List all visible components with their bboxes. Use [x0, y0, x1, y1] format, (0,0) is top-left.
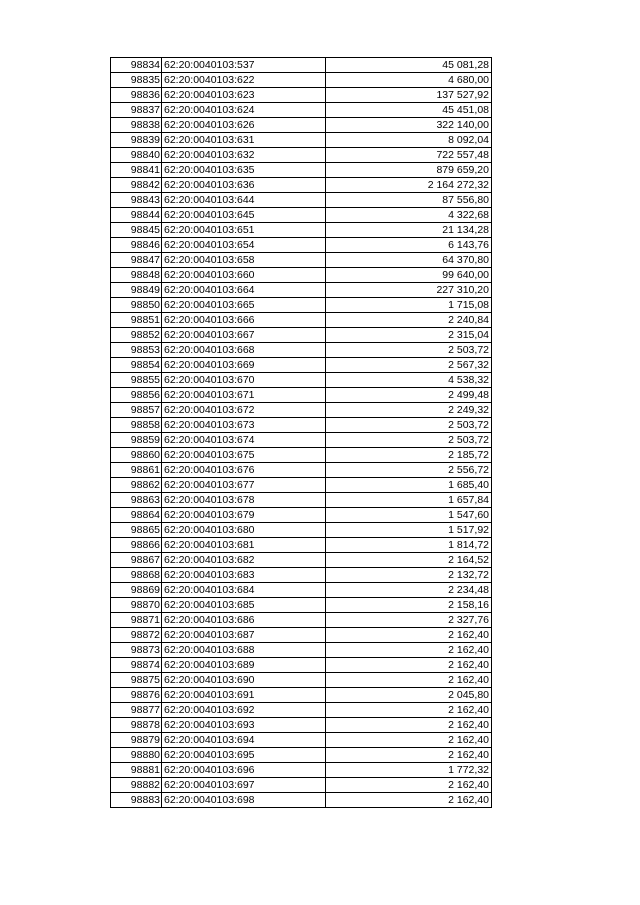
row-number-cell: 98866 [111, 538, 162, 553]
value-cell: 2 162,40 [326, 718, 492, 733]
cadastral-number-cell: 62:20:0040103:537 [162, 58, 326, 73]
row-number-cell: 98882 [111, 778, 162, 793]
table-row [111, 388, 492, 403]
value-cell: 2 503,72 [326, 418, 492, 433]
cadastral-number-cell: 62:20:0040103:636 [162, 178, 326, 193]
cadastral-number-cell: 62:20:0040103:644 [162, 193, 326, 208]
value-cell: 1 517,92 [326, 523, 492, 538]
value-cell: 8 092,04 [326, 133, 492, 148]
table-row [111, 583, 492, 598]
table-row [111, 148, 492, 163]
value-cell: 2 240,84 [326, 313, 492, 328]
table-row [111, 643, 492, 658]
cadastral-number-cell: 62:20:0040103:623 [162, 88, 326, 103]
row-number-cell: 98835 [111, 73, 162, 88]
value-cell: 2 132,72 [326, 568, 492, 583]
value-cell: 2 315,04 [326, 328, 492, 343]
table-row [111, 628, 492, 643]
value-cell: 2 567,32 [326, 358, 492, 373]
cadastral-number-cell: 62:20:0040103:667 [162, 328, 326, 343]
value-cell: 2 162,40 [326, 793, 492, 808]
value-cell: 2 162,40 [326, 643, 492, 658]
value-cell: 2 249,32 [326, 403, 492, 418]
cadastral-number-cell: 62:20:0040103:687 [162, 628, 326, 643]
value-cell: 1 715,08 [326, 298, 492, 313]
row-number-cell: 98875 [111, 673, 162, 688]
row-number-cell: 98851 [111, 313, 162, 328]
row-number-cell: 98849 [111, 283, 162, 298]
value-cell: 4 538,32 [326, 373, 492, 388]
value-cell: 2 158,16 [326, 598, 492, 613]
value-cell: 2 503,72 [326, 433, 492, 448]
cadastral-number-cell: 62:20:0040103:669 [162, 358, 326, 373]
cadastral-number-cell: 62:20:0040103:674 [162, 433, 326, 448]
table-row [111, 478, 492, 493]
cadastral-number-cell: 62:20:0040103:694 [162, 733, 326, 748]
row-number-cell: 98880 [111, 748, 162, 763]
row-number-cell: 98859 [111, 433, 162, 448]
cadastral-number-cell: 62:20:0040103:632 [162, 148, 326, 163]
table-row [111, 238, 492, 253]
row-number-cell: 98840 [111, 148, 162, 163]
table-row [111, 433, 492, 448]
table-row [111, 58, 492, 73]
value-cell: 1 772,32 [326, 763, 492, 778]
cadastral-number-cell: 62:20:0040103:696 [162, 763, 326, 778]
row-number-cell: 98879 [111, 733, 162, 748]
value-cell: 879 659,20 [326, 163, 492, 178]
table-row [111, 463, 492, 478]
row-number-cell: 98867 [111, 553, 162, 568]
table-row [111, 118, 492, 133]
table-row [111, 223, 492, 238]
cadastral-number-cell: 62:20:0040103:691 [162, 688, 326, 703]
value-cell: 2 185,72 [326, 448, 492, 463]
table-row [111, 493, 492, 508]
cadastral-number-cell: 62:20:0040103:665 [162, 298, 326, 313]
row-number-cell: 98856 [111, 388, 162, 403]
cadastral-number-cell: 62:20:0040103:677 [162, 478, 326, 493]
table-row [111, 298, 492, 313]
row-number-cell: 98873 [111, 643, 162, 658]
value-cell: 2 499,48 [326, 388, 492, 403]
cadastral-value-table [110, 57, 492, 808]
row-number-cell: 98878 [111, 718, 162, 733]
value-cell: 87 556,80 [326, 193, 492, 208]
table-row [111, 688, 492, 703]
cadastral-number-cell: 62:20:0040103:680 [162, 523, 326, 538]
cadastral-number-cell: 62:20:0040103:672 [162, 403, 326, 418]
value-cell: 2 045,80 [326, 688, 492, 703]
cadastral-number-cell: 62:20:0040103:685 [162, 598, 326, 613]
cadastral-number-cell: 62:20:0040103:673 [162, 418, 326, 433]
table-row [111, 283, 492, 298]
table-row [111, 568, 492, 583]
row-number-cell: 98864 [111, 508, 162, 523]
value-cell: 2 162,40 [326, 658, 492, 673]
row-number-cell: 98850 [111, 298, 162, 313]
table-row [111, 328, 492, 343]
row-number-cell: 98877 [111, 703, 162, 718]
row-number-cell: 98857 [111, 403, 162, 418]
row-number-cell: 98845 [111, 223, 162, 238]
table-row [111, 658, 492, 673]
value-cell: 4 680,00 [326, 73, 492, 88]
cadastral-number-cell: 62:20:0040103:692 [162, 703, 326, 718]
row-number-cell: 98861 [111, 463, 162, 478]
table-row [111, 613, 492, 628]
cadastral-number-cell: 62:20:0040103:682 [162, 553, 326, 568]
table-row [111, 313, 492, 328]
table-row [111, 673, 492, 688]
row-number-cell: 98854 [111, 358, 162, 373]
cadastral-number-cell: 62:20:0040103:670 [162, 373, 326, 388]
value-cell: 4 322,68 [326, 208, 492, 223]
value-cell: 1 814,72 [326, 538, 492, 553]
table-row [111, 718, 492, 733]
row-number-cell: 98839 [111, 133, 162, 148]
value-cell: 2 162,40 [326, 628, 492, 643]
value-cell: 2 162,40 [326, 673, 492, 688]
table-row [111, 703, 492, 718]
value-cell: 64 370,80 [326, 253, 492, 268]
cadastral-number-cell: 62:20:0040103:651 [162, 223, 326, 238]
value-cell: 2 164,52 [326, 553, 492, 568]
row-number-cell: 98847 [111, 253, 162, 268]
cadastral-number-cell: 62:20:0040103:624 [162, 103, 326, 118]
value-cell: 2 162,40 [326, 748, 492, 763]
table-row [111, 358, 492, 373]
cadastral-number-cell: 62:20:0040103:664 [162, 283, 326, 298]
row-number-cell: 98871 [111, 613, 162, 628]
cadastral-number-cell: 62:20:0040103:658 [162, 253, 326, 268]
row-number-cell: 98848 [111, 268, 162, 283]
row-number-cell: 98855 [111, 373, 162, 388]
value-cell: 1 657,84 [326, 493, 492, 508]
table-row [111, 268, 492, 283]
table-row [111, 763, 492, 778]
value-cell: 2 327,76 [326, 613, 492, 628]
row-number-cell: 98838 [111, 118, 162, 133]
table-row [111, 523, 492, 538]
table-row [111, 748, 492, 763]
row-number-cell: 98881 [111, 763, 162, 778]
row-number-cell: 98860 [111, 448, 162, 463]
value-cell: 2 234,48 [326, 583, 492, 598]
cadastral-number-cell: 62:20:0040103:688 [162, 643, 326, 658]
row-number-cell: 98876 [111, 688, 162, 703]
cadastral-number-cell: 62:20:0040103:679 [162, 508, 326, 523]
row-number-cell: 98846 [111, 238, 162, 253]
row-number-cell: 98844 [111, 208, 162, 223]
value-cell: 722 557,48 [326, 148, 492, 163]
cadastral-number-cell: 62:20:0040103:654 [162, 238, 326, 253]
cadastral-number-cell: 62:20:0040103:645 [162, 208, 326, 223]
table-row [111, 508, 492, 523]
table-row [111, 448, 492, 463]
row-number-cell: 98865 [111, 523, 162, 538]
value-cell: 6 143,76 [326, 238, 492, 253]
cadastral-number-cell: 62:20:0040103:698 [162, 793, 326, 808]
row-number-cell: 98874 [111, 658, 162, 673]
value-cell: 2 162,40 [326, 778, 492, 793]
table-row [111, 793, 492, 808]
value-cell: 227 310,20 [326, 283, 492, 298]
row-number-cell: 98870 [111, 598, 162, 613]
row-number-cell: 98868 [111, 568, 162, 583]
value-cell: 99 640,00 [326, 268, 492, 283]
value-cell: 2 162,40 [326, 733, 492, 748]
value-cell: 2 556,72 [326, 463, 492, 478]
table-row [111, 103, 492, 118]
table-row [111, 403, 492, 418]
table-row [111, 553, 492, 568]
row-number-cell: 98862 [111, 478, 162, 493]
table-row [111, 418, 492, 433]
table-row [111, 88, 492, 103]
value-cell: 1 547,60 [326, 508, 492, 523]
row-number-cell: 98863 [111, 493, 162, 508]
value-cell: 1 685,40 [326, 478, 492, 493]
value-cell: 2 164 272,32 [326, 178, 492, 193]
cadastral-number-cell: 62:20:0040103:676 [162, 463, 326, 478]
value-cell: 2 162,40 [326, 703, 492, 718]
cadastral-number-cell: 62:20:0040103:690 [162, 673, 326, 688]
table-row [111, 193, 492, 208]
table-row [111, 73, 492, 88]
table-body [111, 58, 492, 808]
cadastral-number-cell: 62:20:0040103:675 [162, 448, 326, 463]
value-cell: 137 527,92 [326, 88, 492, 103]
cadastral-number-cell: 62:20:0040103:684 [162, 583, 326, 598]
row-number-cell: 98883 [111, 793, 162, 808]
value-cell: 21 134,28 [326, 223, 492, 238]
table-row [111, 538, 492, 553]
table-row [111, 178, 492, 193]
table-row [111, 778, 492, 793]
value-cell: 45 081,28 [326, 58, 492, 73]
cadastral-number-cell: 62:20:0040103:635 [162, 163, 326, 178]
cadastral-number-cell: 62:20:0040103:678 [162, 493, 326, 508]
row-number-cell: 98841 [111, 163, 162, 178]
cadastral-number-cell: 62:20:0040103:671 [162, 388, 326, 403]
table-row [111, 733, 492, 748]
cadastral-number-cell: 62:20:0040103:666 [162, 313, 326, 328]
cadastral-number-cell: 62:20:0040103:626 [162, 118, 326, 133]
table-row [111, 163, 492, 178]
row-number-cell: 98853 [111, 343, 162, 358]
cadastral-number-cell: 62:20:0040103:686 [162, 613, 326, 628]
table-row [111, 373, 492, 388]
row-number-cell: 98869 [111, 583, 162, 598]
cadastral-number-cell: 62:20:0040103:622 [162, 73, 326, 88]
table-row [111, 253, 492, 268]
cadastral-number-cell: 62:20:0040103:681 [162, 538, 326, 553]
table-row [111, 343, 492, 358]
cadastral-number-cell: 62:20:0040103:660 [162, 268, 326, 283]
row-number-cell: 98858 [111, 418, 162, 433]
value-cell: 2 503,72 [326, 343, 492, 358]
row-number-cell: 98837 [111, 103, 162, 118]
cadastral-number-cell: 62:20:0040103:631 [162, 133, 326, 148]
table-row [111, 208, 492, 223]
table-row [111, 133, 492, 148]
row-number-cell: 98836 [111, 88, 162, 103]
cadastral-number-cell: 62:20:0040103:668 [162, 343, 326, 358]
cadastral-number-cell: 62:20:0040103:683 [162, 568, 326, 583]
value-cell: 322 140,00 [326, 118, 492, 133]
row-number-cell: 98842 [111, 178, 162, 193]
row-number-cell: 98843 [111, 193, 162, 208]
row-number-cell: 98872 [111, 628, 162, 643]
cadastral-number-cell: 62:20:0040103:693 [162, 718, 326, 733]
cadastral-number-cell: 62:20:0040103:697 [162, 778, 326, 793]
row-number-cell: 98852 [111, 328, 162, 343]
cadastral-number-cell: 62:20:0040103:689 [162, 658, 326, 673]
cadastral-number-cell: 62:20:0040103:695 [162, 748, 326, 763]
value-cell: 45 451,08 [326, 103, 492, 118]
table-row [111, 598, 492, 613]
row-number-cell: 98834 [111, 58, 162, 73]
